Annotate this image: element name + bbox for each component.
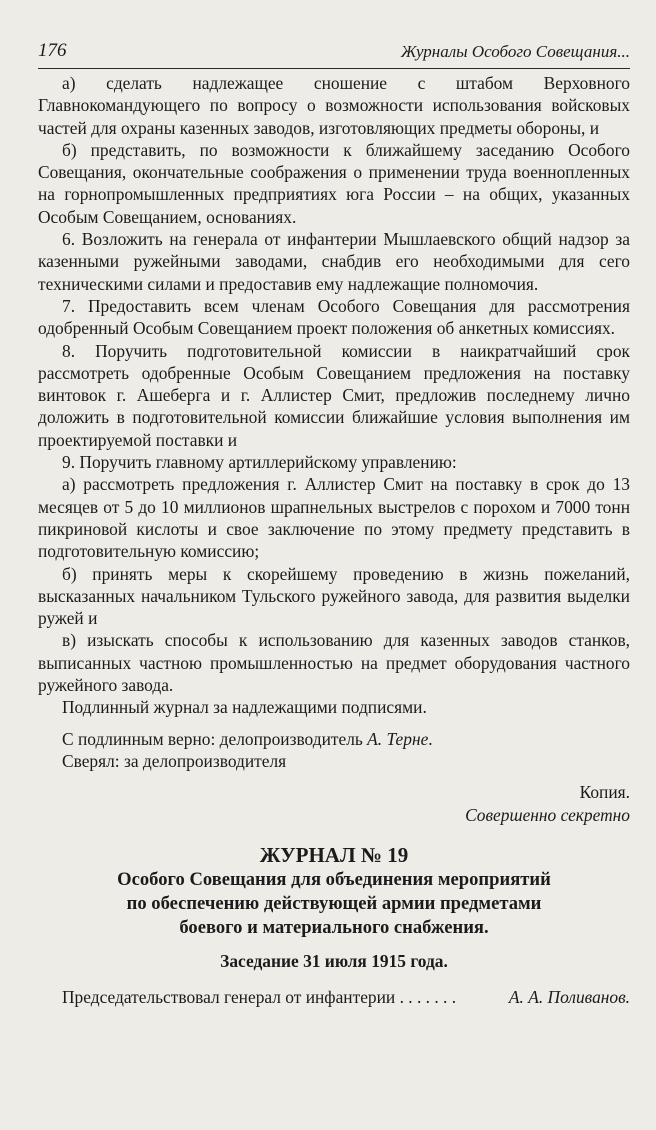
paragraph: б) представить, по возможности к ближайшему заседанию Особого Совещания, окончательные соображения о применении труда военнопленных на горнопромышленных предприятиях юга России – на общих, указанных Особым Совещанием, основаниях. [38,139,630,227]
page-number: 176 [38,40,67,61]
page-header [38,38,630,69]
paragraph: 7. Предоставить всем членам Особого Совещания для рассмотрения одобренный Особым Совещанием проект положения об анкетных комиссиях. [38,295,630,339]
certification-name: А. Терне [367,728,429,749]
certification-line [38,728,630,750]
running-title: Журналы Особого Совещания... [400,42,630,61]
verified-line: Сверял: за делопроизводителя [62,750,287,771]
chairman-label: Председательствовал генерал от инфантерии . . . . . . . [62,987,457,1008]
page-body [38,72,630,1008]
journal-subtitle-line: боевого и материального снабжения. [179,916,489,938]
journal-subtitle-line: по обеспечению действующей армии предметами [126,892,542,914]
paragraph: а) сделать надлежащее сношение с штабом Верховного Главнокомандующего по вопросу о возможности использования войсковых частей для охраны казенных заводов, изготовляющих предметы обороны, и [38,73,630,138]
copy-label: Копия. [579,782,630,803]
paragraph: 9. Поручить главному артиллерийскому управлению: [62,452,457,473]
paragraph: в) изыскать способы к использованию для казенных заводов станков, выписанных частною промышленностью на предмет оборудования частного ружейного завода. [38,630,630,696]
paragraph: б) принять меры к скорейшему проведению в жизнь пожеланий, высказанных начальником Тульского ружейного завода, для развития выделки ружей и [38,563,630,629]
paragraph: 6. Возложить на генерала от инфантерии Мышлаевского общий надзор за казенными ружейными заводами, снабдив его необходимыми для сего техническими силами и предоставив ему надлежащие полномочия. [38,229,630,294]
certification-suffix: . [428,728,433,749]
signature-note: Подлинный журнал за надлежащими подписями. [62,697,427,718]
paragraph: а) рассмотреть предложения г. Аллистер Смит на поставку в срок до 13 месяцев от 5 до 10 миллионов шрапнельных выстрелов с порохом и 7000 тонн пикриновой кислоты и свое заключение по этому предмету представить в подготовительную комиссию; [38,474,630,562]
paragraph: 8. Поручить подготовительной комиссии в наикратчайший срок рассмотреть одобренные Особым Совещанием предложения на поставку винтовок г. Ашеберга и г. Аллистер Смит, предложив последнему лично доложить в подготовительной комиссии ближайшие условия выполнения им проектируемой поставки и [38,340,630,450]
journal-number: ЖУРНАЛ № 19 [259,842,409,867]
classification-label: Совершенно секретно [465,804,630,825]
session-date: Заседание 31 июля 1915 года. [220,950,448,971]
chairman-line [38,986,630,1008]
chairman-name: А. А. Поливанов. [508,987,630,1008]
journal-subtitle-line: Особого Совещания для объединения мероприятий [117,868,551,890]
certification-prefix: С подлинным верно: делопроизводитель [62,728,368,749]
